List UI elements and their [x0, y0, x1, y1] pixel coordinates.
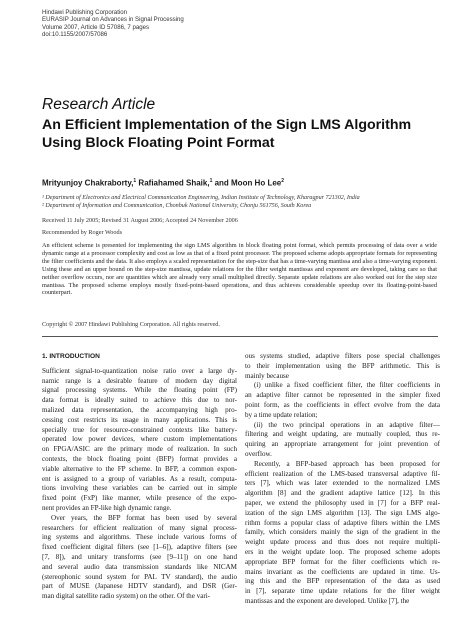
journal-line: EURASIP Journal on Advances in Signal Processing [42, 16, 184, 24]
author-list [42, 178, 284, 188]
text-line: algorithm [8] and the gradient adaptive lattice [12]. In this [245, 489, 440, 498]
paragraph [42, 367, 237, 514]
title-line: Using Block Floating Point Format [42, 135, 275, 151]
journal-line: Volume 2007, Article ID 57086, 7 pages [42, 23, 150, 31]
paragraph [245, 421, 440, 460]
text-line: man digital satellite radio system) on the other. Of the vari- [42, 592, 211, 601]
text-line: operated low power devices, where custom implementations [42, 435, 237, 444]
paragraph [42, 514, 237, 602]
text-line: specially true for resource-constrained contexts like battery- [42, 425, 237, 434]
text-line: an adaptive filter cannot be represented in the simpler fixed [245, 391, 440, 400]
text-line: cessing cost restricts its usage in many applications. This is [42, 415, 237, 424]
paragraph [245, 352, 440, 381]
text-line: mantissas and the exponent are developed. Unlike [7], the [245, 596, 410, 605]
text-line: fixed point (FxP) like manner, while presence of the expo- [42, 494, 237, 503]
text-line: viable alternative to the FP scheme. In BFP, a common expon- [42, 464, 237, 473]
text-line: paper, we extend the philosophy used in [7] for a BFP real- [245, 498, 440, 507]
text-line: tions involving these variables can be carried out in simple [42, 484, 237, 493]
text-line: (ii) the two principal operations in an adaptive filter— [254, 420, 440, 429]
text-line: data format is ideally suited to achieve this due to nor- [42, 396, 237, 405]
author-name: Rafiahamed Shaik, [136, 178, 210, 188]
text-line: ent is assigned to a group of variables. As a result, computa- [42, 474, 237, 483]
paper-title [42, 116, 462, 152]
text-line: efficient realization of the LMS-based transversal adaptive fil- [245, 469, 440, 478]
text-line: researchers for efficient realization of many signal process- [42, 523, 237, 532]
text-line: on FPGA/ASIC are the primary mode of realization. In such [42, 445, 237, 454]
text-line: contexts, the block floating point (BFP) format provides a [42, 454, 237, 463]
paragraph [245, 381, 440, 420]
text-line: ters [7], which was later extended to the normalized LMS [245, 479, 440, 488]
text-line: mains invariant as the coefficients are updated in time. Us- [245, 567, 440, 576]
text-line: filtering and weight updating, are mutually coupled, thus re- [245, 430, 440, 439]
text-line: rithm forms a popular class of adaptive filters within the LMS [245, 518, 440, 527]
text-line: point form, as the coefficients in effect evolve from the data [245, 400, 440, 409]
text-line: ization of the sign LMS algorithm [13]. The sign LMS algo- [245, 508, 440, 517]
author-name: and Moon Ho Lee [212, 178, 282, 188]
publication-dates: Received 11 July 2005; Revised 31 August 2006; Accepted 24 November 2006 [42, 217, 238, 224]
abstract: An efficient scheme is presented for implementing the sign LMS algorithm in block floating point format, which permits processing of data over a wide dynamic range at a processor complexity and cost as low as that of a fixed point processor. The proposed scheme adopts appropriate formats for representing the filter coefficients and the data. It also employs a scaled representation for the step-size that has a time-varying mantissa and also a time-varying exponent. Using these and an upper bound on the step-size mantissa, update relations for the filter weight mantissas and exponent are developed, taking care so that neither overflow occurs, nor are quantities which are already very small multiplied directly. Separate update relations are also worked out for the step size mantissa. The proposed scheme employs mostly fixed-point-based operations, and thus achieves considerable speedup over its floating-point-based counterpart. [42, 242, 437, 297]
right-column [245, 352, 440, 607]
title-line: An Efficient Implementation of the Sign LMS Algorithm [42, 117, 412, 133]
text-line: (stereophonic sound system for PAL TV standard), the audio [42, 572, 237, 581]
text-line: namic range is a desirable feature of modern day digital [42, 376, 237, 385]
text-line: malized data representation, the accompanying high pro- [42, 405, 237, 414]
text-line: mainly because [245, 371, 289, 380]
copyright-notice: Copyright © 2007 Hindawi Publishing Corporation. All rights reserved. [42, 321, 220, 328]
author-affiliation-mark: 1 [133, 178, 137, 184]
text-line: Over years, the BFP format has been used by several [51, 513, 237, 522]
author-affiliation-mark: 1 [209, 178, 213, 184]
author-affiliation-mark: 2 [281, 178, 285, 184]
section-heading: 1. INTRODUCTION [42, 353, 100, 360]
text-line: part of MUSE (Japanese HDTV standard), and DSR (Ger- [42, 582, 237, 591]
text-line: in [7], separate time update relations for the filter weight [245, 587, 440, 596]
section-divider [42, 336, 438, 337]
text-line: signal processing systems. While the floating point (FP) [42, 386, 237, 395]
text-line: quiring an appropriate arrangement for joint prevention of [245, 440, 440, 449]
affiliation-line: ² Department of Information and Communication, Chonbuk National University, Chonju 561756, South Korea [42, 202, 312, 209]
text-line: fixed coefficient digital filters (see [1–6]), adaptive filters (see [42, 543, 237, 552]
recommended-by: Recommended by Roger Woods [42, 229, 122, 236]
paragraph [245, 460, 440, 607]
text-line: family, which considers mainly the sign of the gradient in the [245, 528, 440, 537]
text-line: ing systems and algorithms. These include various forms of [42, 533, 237, 542]
text-line: ous systems studied, adaptive filters pose special challenges [245, 352, 440, 360]
text-line: ers in the weight update loop. The proposed scheme adopts [245, 547, 440, 556]
journal-line: Hindawi Publishing Corporation [42, 9, 128, 16]
text-line: overflow. [245, 449, 272, 458]
affiliations [42, 195, 462, 210]
text-line: Recently, a BFP-based approach has been proposed for [254, 459, 440, 468]
text-line: appropriate BFP format for the filter coefficients which re- [245, 557, 440, 566]
text-line: weight update process and thus does not require multipli- [245, 538, 440, 547]
text-line: nent provides an FP-like high dynamic range. [42, 503, 172, 512]
text-line: [7, 8]), and unitary transforms (see [9–11]) on one hand [42, 552, 237, 561]
text-line: and several audio data transmission standards like NICAM [42, 562, 237, 571]
journal-header [42, 9, 184, 38]
text-line: Sufficient signal-to-quantization noise ratio over a large dy- [42, 366, 237, 375]
text-line: by a time update relation; [245, 410, 318, 419]
author-name: Mrityunjoy Chakraborty, [42, 178, 134, 188]
text-line: to their implementation using the BFP arithmetic. This is [245, 361, 440, 370]
article-type: Research Article [42, 96, 156, 113]
journal-line: doi:10.1155/2007/57086 [42, 30, 108, 38]
affiliation-line: ¹ Department of Electronics and Electrical Communication Engineering, Indian Institute of Technology, Kharagpur 721302, India [42, 195, 360, 201]
text-line: ing this and the BFP representation of the data as used [245, 577, 440, 586]
text-line: (i) unlike a fixed coefficient filter, the filter coefficients in [254, 381, 440, 390]
left-column [42, 352, 237, 602]
